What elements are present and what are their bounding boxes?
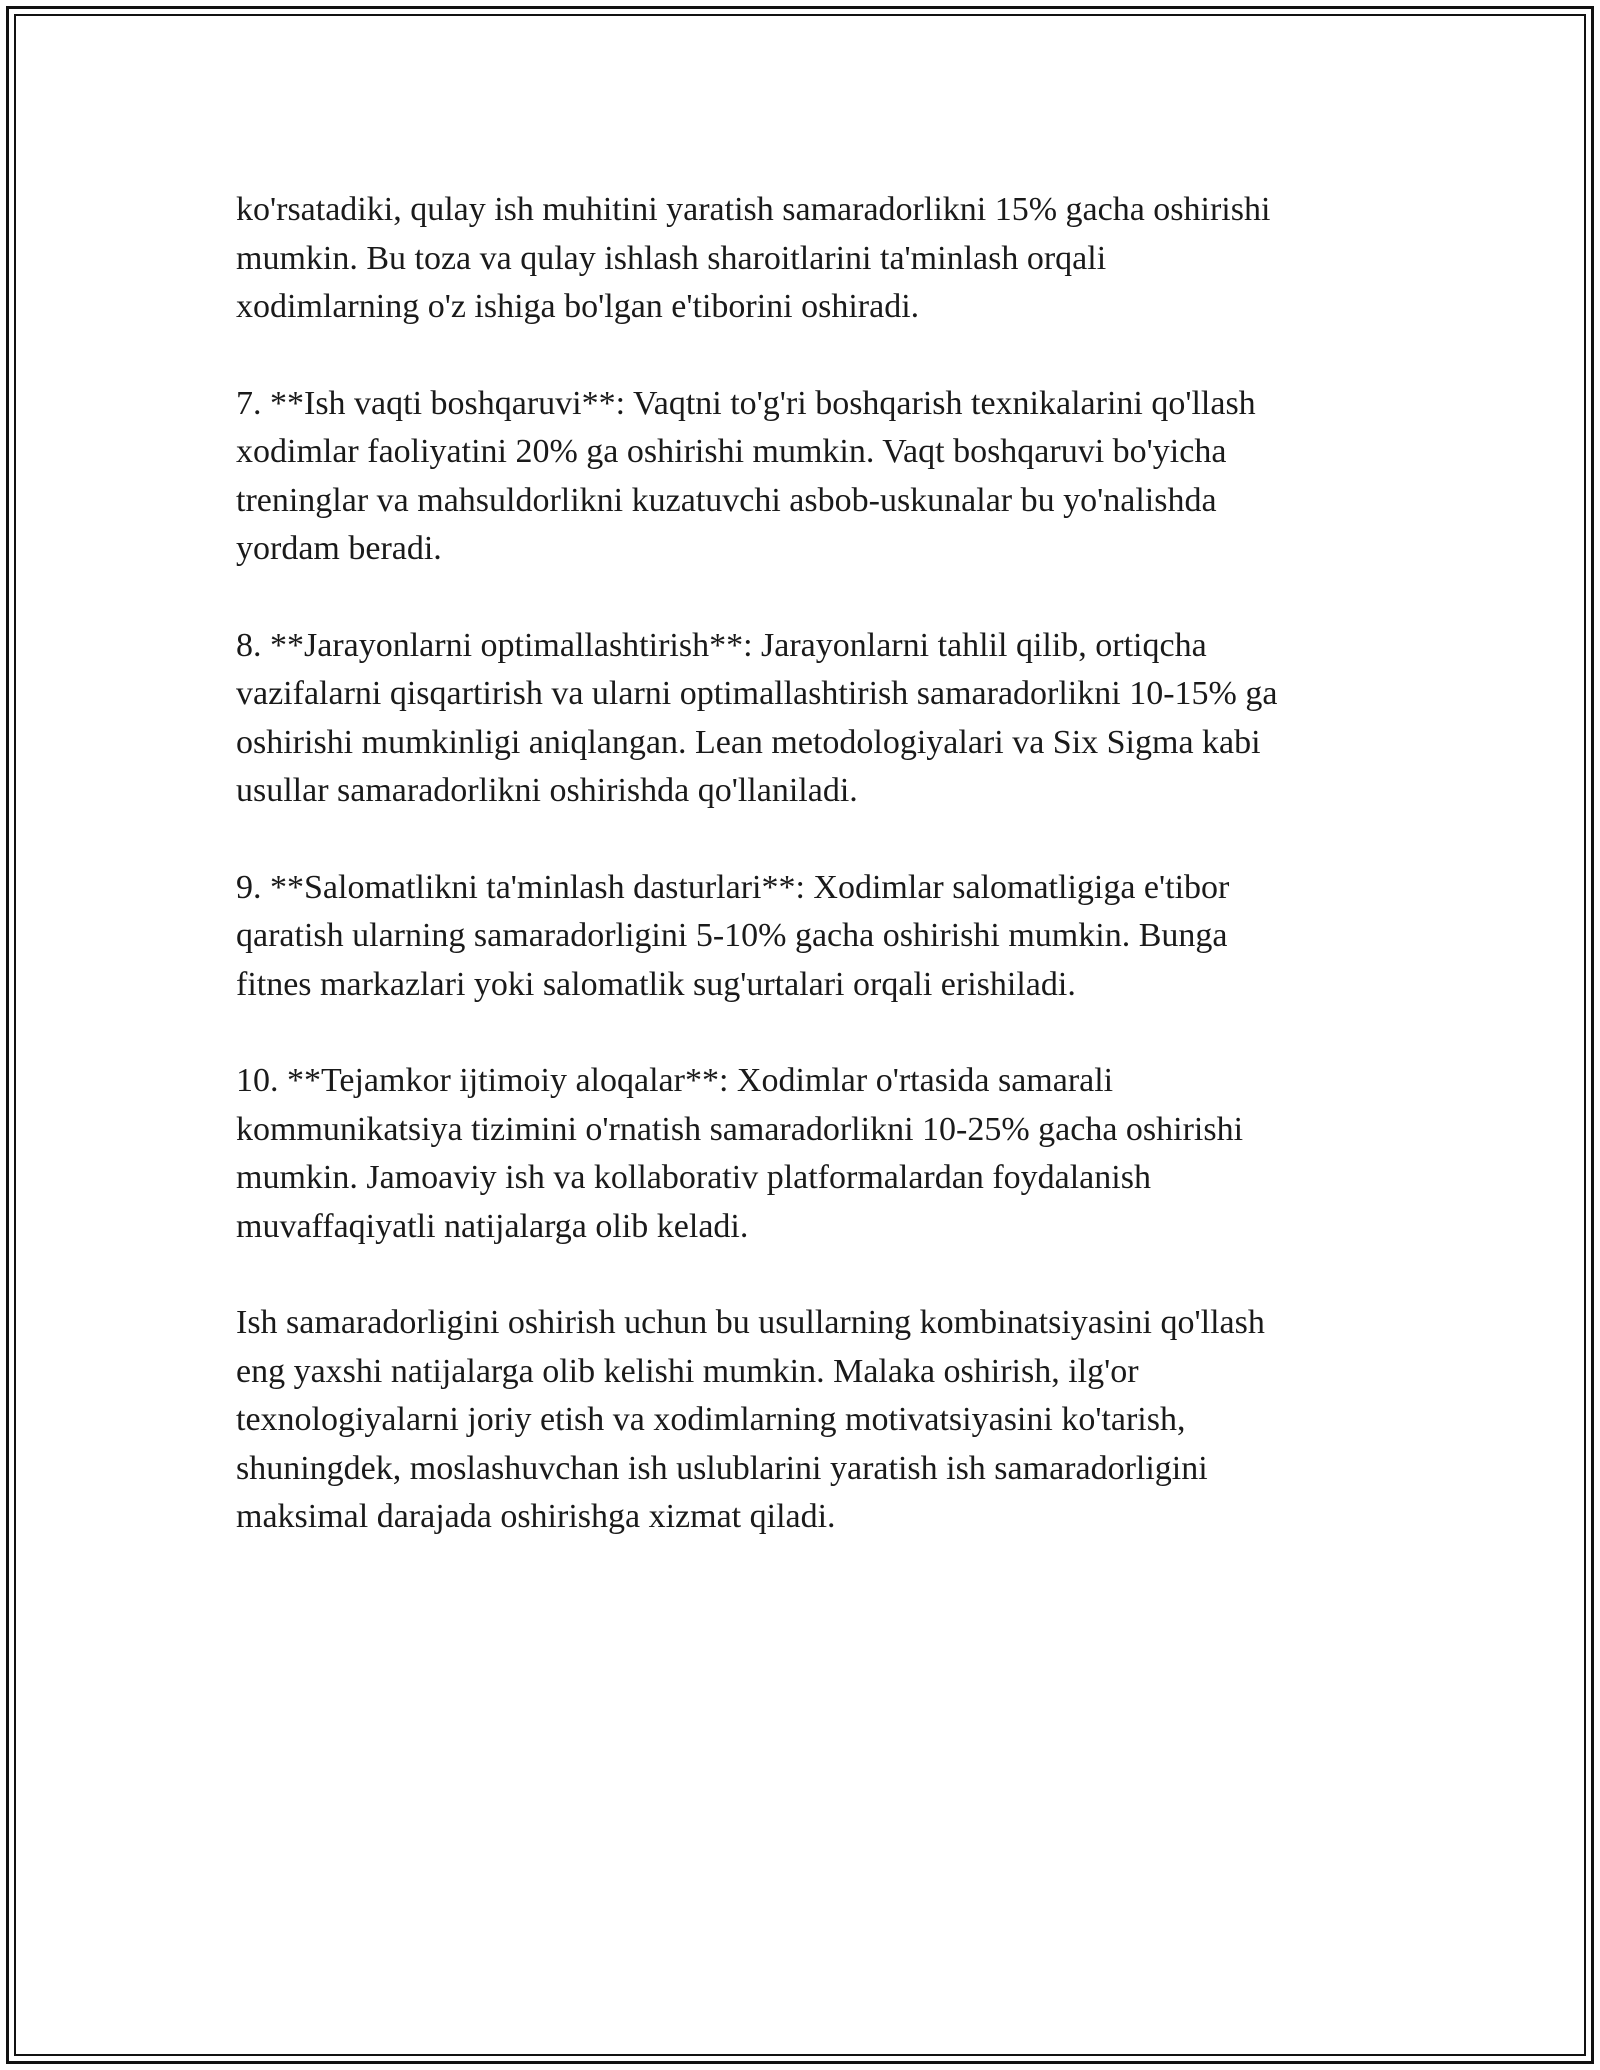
paragraph-time-management: 7. **Ish vaqti boshqaruvi**: Vaqtni to'g'ri boshqarish texnikalarini qo'llash xodimlar faoliyatini 20% ga oshirishi mumkin. Vaqt boshqaruvi bo'yicha treninglar va mahsuldorlikni kuzatuvchi asbob-uskunalar bu yo'nalishda yordam beradi. (236, 384, 1256, 567)
document-body (236, 186, 1396, 1542)
paragraph-process-optimization: 8. **Jarayonlarni optimallashtirish**: Jarayonlarni tahlil qilib, ortiqcha vazifalarni qisqartirish va ularni optimallashtirish samaradorlikni 10-15% ga oshirishi mumkinligi aniqlangan. Lean metodologiyalari va Six Sigma kabi usullar samaradorlikni oshirishda qo'llaniladi. (236, 626, 1278, 809)
paragraph-social-communication: 10. **Tejamkor ijtimoiy aloqalar**: Xodimlar o'rtasida samarali kommunikatsiya tizimini o'rnatish samaradorlikni 10-25% gacha oshirishi mumkin. Jamoaviy ish va kollaborativ platformalardan foydalanish muvaffaqiyatli natijalarga olib keladi. (236, 1062, 1244, 1245)
paragraph-health-programs: 9. **Salomatlikni ta'minlash dasturlari**: Xodimlar salomatligiga e'tibor qaratish ularning samaradorligini 5-10% gacha oshirishi mumkin. Bunga fitnes markazlari yoki salomatlik sug'urtalari orqali erishiladi. (236, 868, 1230, 1003)
paragraph-workplace-environment: ko'rsatadiki, qulay ish muhitini yaratish samaradorlikni 15% gacha oshirishi mumkin. Bu toza va qulay ishlash sharoitlarini ta'minlash orqali xodimlarning o'z ishiga bo'lgan e'tiborini oshiradi. (236, 191, 1271, 325)
paragraph-conclusion: Ish samaradorligini oshirish uchun bu usullarning kombinatsiyasini qo'llash eng yaxshi natijalarga olib kelishi mumkin. Malaka oshirish, ilg'or texnologiyalarni joriy etish va xodimlarning motivatsiyasini ko'tarish, shuningdek, moslashuvchan ish uslublarini yaratish ish samaradorligini maksimal darajada oshirishga xizmat qiladi. (236, 1304, 1265, 1535)
